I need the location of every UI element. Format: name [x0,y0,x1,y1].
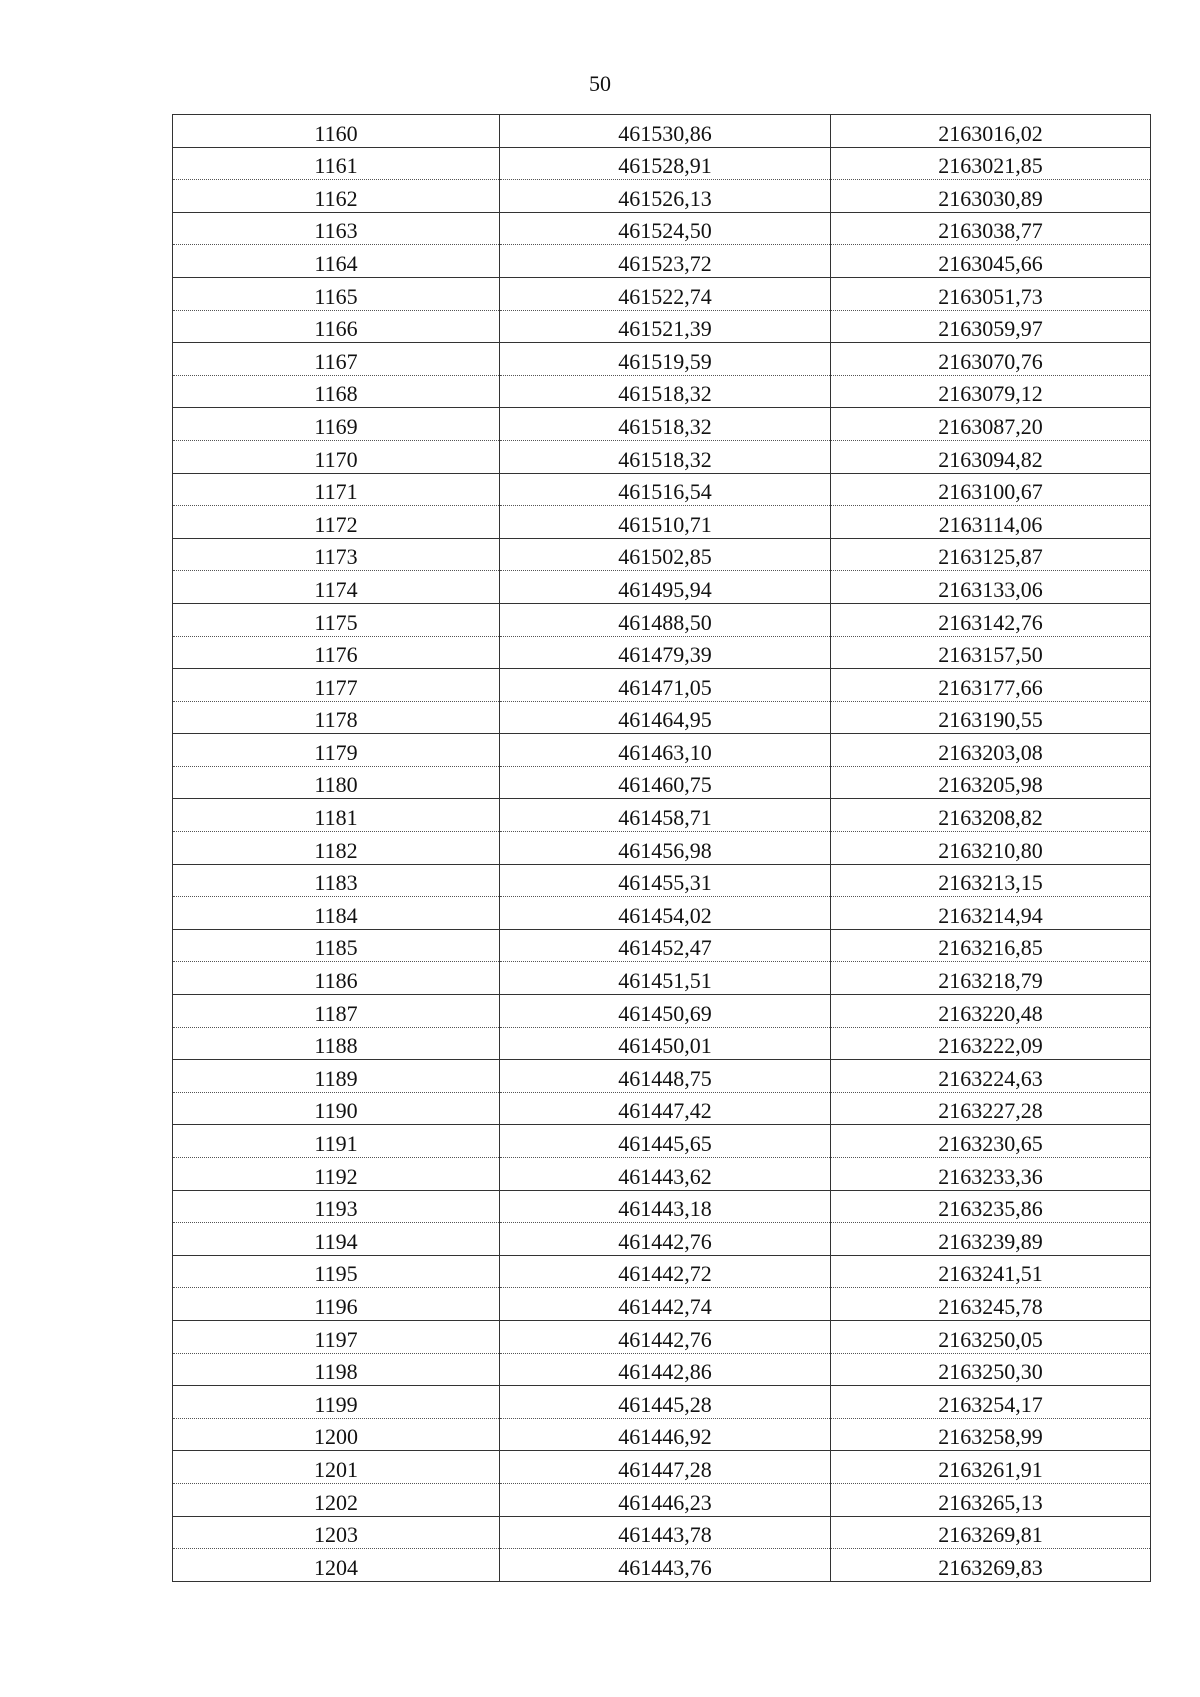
table-row [173,343,1151,376]
point-number-cell: 1167 [173,343,500,376]
table-row [173,1386,1151,1419]
point-number-cell: 1200 [173,1418,500,1451]
point-number-cell: 1203 [173,1516,500,1549]
y-coordinate-cell: 2163177,66 [831,669,1151,702]
y-coordinate-cell: 2163220,48 [831,995,1151,1028]
table-row [173,277,1151,310]
x-coordinate-cell: 461510,71 [500,506,831,539]
x-coordinate-cell: 461479,39 [500,636,831,669]
x-coordinate-cell: 461442,76 [500,1320,831,1353]
point-number-cell: 1195 [173,1255,500,1288]
x-coordinate-cell: 461442,74 [500,1288,831,1321]
y-coordinate-cell: 2163224,63 [831,1060,1151,1093]
y-coordinate-cell: 2163269,81 [831,1516,1151,1549]
x-coordinate-cell: 461471,05 [500,669,831,702]
y-coordinate-cell: 2163114,06 [831,506,1151,539]
x-coordinate-cell: 461454,02 [500,897,831,930]
table-row [173,897,1151,930]
table-row [173,1158,1151,1191]
point-number-cell: 1166 [173,310,500,343]
table-row [173,603,1151,636]
table-row [173,440,1151,473]
table-row [173,1027,1151,1060]
point-number-cell: 1196 [173,1288,500,1321]
y-coordinate-cell: 2163241,51 [831,1255,1151,1288]
table-row [173,147,1151,180]
point-number-cell: 1194 [173,1223,500,1256]
point-number-cell: 1176 [173,636,500,669]
y-coordinate-cell: 2163218,79 [831,962,1151,995]
x-coordinate-cell: 461528,91 [500,147,831,180]
x-coordinate-cell: 461460,75 [500,766,831,799]
table-row [173,962,1151,995]
y-coordinate-cell: 2163125,87 [831,538,1151,571]
table-row [173,1353,1151,1386]
y-coordinate-cell: 2163142,76 [831,603,1151,636]
y-coordinate-cell: 2163235,86 [831,1190,1151,1223]
y-coordinate-cell: 2163070,76 [831,343,1151,376]
y-coordinate-cell: 2163079,12 [831,375,1151,408]
point-number-cell: 1193 [173,1190,500,1223]
y-coordinate-cell: 2163250,05 [831,1320,1151,1353]
table-row [173,832,1151,865]
x-coordinate-cell: 461518,32 [500,440,831,473]
x-coordinate-cell: 461455,31 [500,864,831,897]
point-number-cell: 1178 [173,701,500,734]
x-coordinate-cell: 461447,42 [500,1092,831,1125]
table-row [173,245,1151,278]
x-coordinate-cell: 461524,50 [500,212,831,245]
table-row [173,1125,1151,1158]
table-row [173,310,1151,343]
y-coordinate-cell: 2163227,28 [831,1092,1151,1125]
x-coordinate-cell: 461446,92 [500,1418,831,1451]
x-coordinate-cell: 461495,94 [500,571,831,604]
point-number-cell: 1204 [173,1549,500,1582]
point-number-cell: 1161 [173,147,500,180]
table-row [173,799,1151,832]
y-coordinate-cell: 2163214,94 [831,897,1151,930]
y-coordinate-cell: 2163254,17 [831,1386,1151,1419]
x-coordinate-cell: 461458,71 [500,799,831,832]
table-row [173,864,1151,897]
x-coordinate-cell: 461502,85 [500,538,831,571]
point-number-cell: 1192 [173,1158,500,1191]
table-row [173,1549,1151,1582]
x-coordinate-cell: 461442,72 [500,1255,831,1288]
y-coordinate-cell: 2163203,08 [831,734,1151,767]
y-coordinate-cell: 2163157,50 [831,636,1151,669]
x-coordinate-cell: 461518,32 [500,375,831,408]
x-coordinate-cell: 461442,86 [500,1353,831,1386]
point-number-cell: 1165 [173,277,500,310]
y-coordinate-cell: 2163233,36 [831,1158,1151,1191]
point-number-cell: 1198 [173,1353,500,1386]
table-row [173,212,1151,245]
x-coordinate-cell: 461443,76 [500,1549,831,1582]
table-row [173,1060,1151,1093]
y-coordinate-cell: 2163030,89 [831,180,1151,213]
y-coordinate-cell: 2163245,78 [831,1288,1151,1321]
point-number-cell: 1169 [173,408,500,441]
x-coordinate-cell: 461448,75 [500,1060,831,1093]
coordinates-table-body [173,115,1151,1582]
y-coordinate-cell: 2163265,13 [831,1483,1151,1516]
y-coordinate-cell: 2163269,83 [831,1549,1151,1582]
point-number-cell: 1181 [173,799,500,832]
x-coordinate-cell: 461516,54 [500,473,831,506]
y-coordinate-cell: 2163208,82 [831,799,1151,832]
point-number-cell: 1191 [173,1125,500,1158]
table-row [173,1092,1151,1125]
point-number-cell: 1199 [173,1386,500,1419]
y-coordinate-cell: 2163100,67 [831,473,1151,506]
point-number-cell: 1168 [173,375,500,408]
point-number-cell: 1190 [173,1092,500,1125]
x-coordinate-cell: 461519,59 [500,343,831,376]
point-number-cell: 1184 [173,897,500,930]
table-row [173,734,1151,767]
y-coordinate-cell: 2163216,85 [831,929,1151,962]
point-number-cell: 1189 [173,1060,500,1093]
table-row [173,1320,1151,1353]
y-coordinate-cell: 2163045,66 [831,245,1151,278]
table-row [173,1223,1151,1256]
x-coordinate-cell: 461443,18 [500,1190,831,1223]
point-number-cell: 1174 [173,571,500,604]
table-row [173,701,1151,734]
point-number-cell: 1186 [173,962,500,995]
table-row [173,1255,1151,1288]
point-number-cell: 1171 [173,473,500,506]
x-coordinate-cell: 461456,98 [500,832,831,865]
table-row [173,115,1151,148]
table-row [173,1451,1151,1484]
table-row [173,766,1151,799]
y-coordinate-cell: 2163016,02 [831,115,1151,148]
table-row [173,506,1151,539]
point-number-cell: 1160 [173,115,500,148]
y-coordinate-cell: 2163222,09 [831,1027,1151,1060]
point-number-cell: 1162 [173,180,500,213]
coordinates-table [172,114,1151,1582]
point-number-cell: 1180 [173,766,500,799]
table-row [173,473,1151,506]
x-coordinate-cell: 461443,78 [500,1516,831,1549]
table-row [173,1483,1151,1516]
point-number-cell: 1188 [173,1027,500,1060]
x-coordinate-cell: 461450,69 [500,995,831,1028]
table-row [173,1190,1151,1223]
y-coordinate-cell: 2163021,85 [831,147,1151,180]
y-coordinate-cell: 2163230,65 [831,1125,1151,1158]
x-coordinate-cell: 461445,28 [500,1386,831,1419]
table-row [173,538,1151,571]
table-row [173,1516,1151,1549]
table-row [173,408,1151,441]
y-coordinate-cell: 2163258,99 [831,1418,1151,1451]
point-number-cell: 1164 [173,245,500,278]
point-number-cell: 1170 [173,440,500,473]
table-row [173,1418,1151,1451]
y-coordinate-cell: 2163210,80 [831,832,1151,865]
point-number-cell: 1163 [173,212,500,245]
x-coordinate-cell: 461443,62 [500,1158,831,1191]
x-coordinate-cell: 461447,28 [500,1451,831,1484]
y-coordinate-cell: 2163205,98 [831,766,1151,799]
point-number-cell: 1183 [173,864,500,897]
point-number-cell: 1185 [173,929,500,962]
table-row [173,1288,1151,1321]
y-coordinate-cell: 2163059,97 [831,310,1151,343]
y-coordinate-cell: 2163261,91 [831,1451,1151,1484]
point-number-cell: 1177 [173,669,500,702]
x-coordinate-cell: 461488,50 [500,603,831,636]
y-coordinate-cell: 2163190,55 [831,701,1151,734]
x-coordinate-cell: 461463,10 [500,734,831,767]
y-coordinate-cell: 2163213,15 [831,864,1151,897]
x-coordinate-cell: 461451,51 [500,962,831,995]
point-number-cell: 1202 [173,1483,500,1516]
y-coordinate-cell: 2163087,20 [831,408,1151,441]
point-number-cell: 1172 [173,506,500,539]
x-coordinate-cell: 461526,13 [500,180,831,213]
table-row [173,995,1151,1028]
x-coordinate-cell: 461530,86 [500,115,831,148]
x-coordinate-cell: 461522,74 [500,277,831,310]
page-number: 50 [589,71,611,96]
y-coordinate-cell: 2163038,77 [831,212,1151,245]
x-coordinate-cell: 461450,01 [500,1027,831,1060]
table-row [173,636,1151,669]
x-coordinate-cell: 461446,23 [500,1483,831,1516]
point-number-cell: 1175 [173,603,500,636]
point-number-cell: 1201 [173,1451,500,1484]
table-row [173,571,1151,604]
point-number-cell: 1182 [173,832,500,865]
y-coordinate-cell: 2163051,73 [831,277,1151,310]
y-coordinate-cell: 2163094,82 [831,440,1151,473]
table-row [173,180,1151,213]
x-coordinate-cell: 461464,95 [500,701,831,734]
x-coordinate-cell: 461452,47 [500,929,831,962]
y-coordinate-cell: 2163239,89 [831,1223,1151,1256]
point-number-cell: 1187 [173,995,500,1028]
y-coordinate-cell: 2163250,30 [831,1353,1151,1386]
x-coordinate-cell: 461521,39 [500,310,831,343]
point-number-cell: 1197 [173,1320,500,1353]
table-row [173,375,1151,408]
point-number-cell: 1179 [173,734,500,767]
table-row [173,669,1151,702]
y-coordinate-cell: 2163133,06 [831,571,1151,604]
table-row [173,929,1151,962]
x-coordinate-cell: 461445,65 [500,1125,831,1158]
point-number-cell: 1173 [173,538,500,571]
x-coordinate-cell: 461518,32 [500,408,831,441]
x-coordinate-cell: 461442,76 [500,1223,831,1256]
x-coordinate-cell: 461523,72 [500,245,831,278]
